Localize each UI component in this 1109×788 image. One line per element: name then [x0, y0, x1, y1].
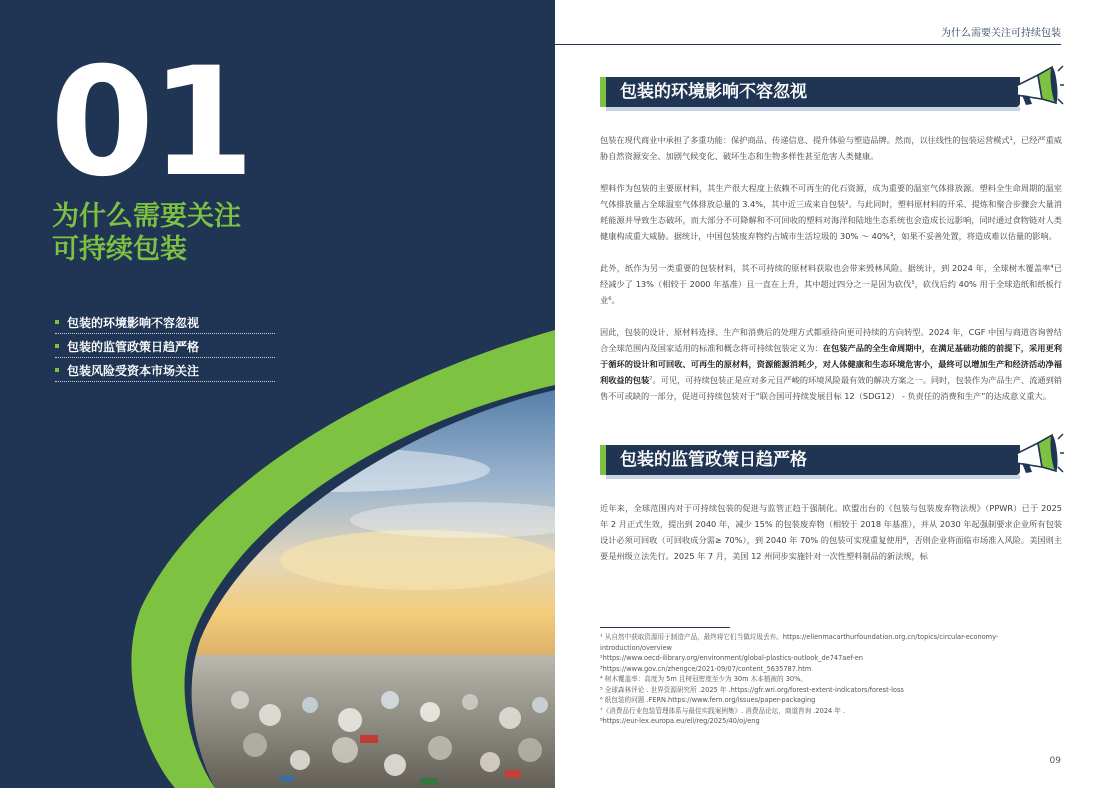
toc-item-label: 包装的环境影响不容忽视	[67, 315, 200, 330]
header-rule	[555, 44, 1061, 45]
paragraph-text: ⁷。可见，可持续包装正是应对多元且严峻的环境风险最有效的解决方案之一。同时，包装作为产品生产、流通到销售不可或缺的一部分，促进可持续包装对于“联合国可持续发展目标 12（SDG12） - 负责任的消费和生产”的达成意义重大。	[600, 375, 1062, 401]
toc-item-environmental-impact[interactable]	[55, 311, 275, 334]
heading-shadow	[606, 107, 1020, 111]
section-title: 包装的环境影响不容忽视	[620, 82, 807, 102]
footnote-rule	[600, 627, 730, 628]
section-heading-environmental-impact	[600, 77, 1060, 111]
toc-bullet-icon	[55, 368, 59, 372]
heading-accent	[600, 445, 606, 475]
toc-item-regulation[interactable]	[55, 335, 275, 358]
chapter-title	[52, 200, 352, 266]
right-page	[555, 0, 1109, 788]
footnote: ⁷《消费品行业包装管理体系与最佳实践案例集》. 消费品论坛，商道咨询 .2024 年 .	[600, 706, 846, 715]
page-number: 09	[1049, 756, 1061, 766]
footnote: ⁶ 纸包装的问题 .FERN.https://www.fern.org/issues/paper-packaging	[600, 696, 816, 704]
toc-item-label: 包装风险受资本市场关注	[67, 363, 200, 378]
paragraph	[600, 324, 1062, 404]
megaphone-icon	[1008, 63, 1064, 109]
toc-item-label: 包装的监管政策日趋严格	[67, 339, 200, 354]
footnote: ²https://www.oecd-ilibrary.org/environment/global-plastics-outlook_de747aef-en	[600, 654, 863, 662]
paragraph-text: 因此，包装的设计、原材料选择、生产和消费后的处理方式都亟待向更可持续的方向转型。2024 年，CGF 中国与商道咨询曾结合全球范围内及国家适用的标准和概念将可持续包装定义为：	[600, 327, 1062, 353]
toc-item-capital-market[interactable]	[55, 359, 275, 382]
footnote: ⁴ 树木覆盖率：高度为 5m 且树冠密度至少为 30m 木本植被的 30%。	[600, 675, 807, 683]
chapter-title-line1: 为什么需要关注	[52, 201, 241, 232]
running-header: 为什么需要关注可持续包装	[941, 28, 1061, 39]
section1-body	[600, 132, 1062, 404]
paragraph: 此外，纸作为另一类重要的包装材料，其不可持续的原材料获取也会带来毁林风险。据统计，到 2024 年，全球树木覆盖率⁴已经减少了 13%（相较于 2000 年基准）且一直在上升，其中超过四分之一是因为砍伐⁵，砍伐后约 40% 用于全球造纸和纸板行业⁶。	[600, 263, 1062, 305]
megaphone-icon	[1008, 431, 1064, 477]
footnotes	[600, 632, 1070, 727]
heading-accent	[600, 77, 606, 107]
toc-bullet-icon	[55, 320, 59, 324]
section-title: 包装的监管政策日趋严格	[620, 450, 807, 470]
paragraph: 塑料作为包装的主要原材料，其生产很大程度上依赖不可再生的化石资源，成为重要的温室气体排放源。塑料全生命周期的温室气体排放量占全球温室气体排放总量的 3.4%，其中近三成来自包装²。与此同时，塑料原材料的开采、提炼和聚合步骤会大量消耗能源并导致生态破坏，而大部分不可降解和不可回收的塑料对海洋和陆地生态系统也会造成长远影响，同时通过食物链对人类健康构成重大威胁。据统计，中国包装废弃物约占城市生活垃圾的 30% ～ 40%³，如果不妥善处置，将造成难以估量的影响。	[600, 183, 1062, 241]
section2-body	[600, 500, 1062, 564]
toc-bullet-icon	[55, 344, 59, 348]
footnote: ⁵ 全球森林评论 . 世界资源研究所 .2025 年 .https://gfr.wri.org/forest-extent-indicators/forest-loss	[600, 685, 904, 694]
footnote: ⁸https://eur-lex.europa.eu/eli/reg/2025/40/oj/eng	[600, 717, 760, 725]
footnote: ¹ 从自然中获取资源用于制造产品，最终将它们当做垃圾丢弃。https://ellenmacarthurfoundation.org.cn/topics/circular-economy-introduction/overview	[600, 633, 999, 652]
paragraph: 包装在现代商业中承担了多重功能：保护商品、传递信息、提升体验与塑造品牌。然而，以往线性的包装运营模式¹，已经严重威胁自然资源安全、加剧气候变化、破坏生态和生物多样性甚至危害人类健康。	[600, 135, 1062, 161]
definition-bold: 在包装产品的全生命周期中，在满足基础功能的前提下，采用更利于循环的设计和可回收、可再生的原材料，资源能源消耗少，对人体健康和生态环境危害小，最终可以增加生产和经济活动净福利收益的包装	[600, 343, 1062, 385]
chapter-number: 01	[50, 36, 251, 210]
footnote: ³https://www.gov.cn/zhengce/2021-09/07/content_5635787.htm	[600, 664, 812, 673]
chapter-toc	[55, 311, 275, 383]
paragraph: 近年来，全球范围内对于可持续包装的促进与监管正趋于强制化。欧盟出台的《包装与包装废弃物法规》（PPWR）已于 2025 年 2 月正式生效，提出到 2040 年，减少 15% 的包装废弃物（相较于 2018 年基准），并从 2030 年起强制要求企业所有包装设计必须可回收（可回收成分需≥ 70%），到 2040 年 70% 的包装可实现重复使用⁸，否则企业将面临市场准入风险。美国则主要是州级立法先行。2025 年 7 月，美国 12 州同步实施针对一次性塑料制品的新法规，标	[600, 503, 1062, 561]
section-heading-regulation	[600, 445, 1060, 479]
heading-shadow	[606, 475, 1020, 479]
chapter-title-line2: 可持续包装	[52, 234, 187, 265]
